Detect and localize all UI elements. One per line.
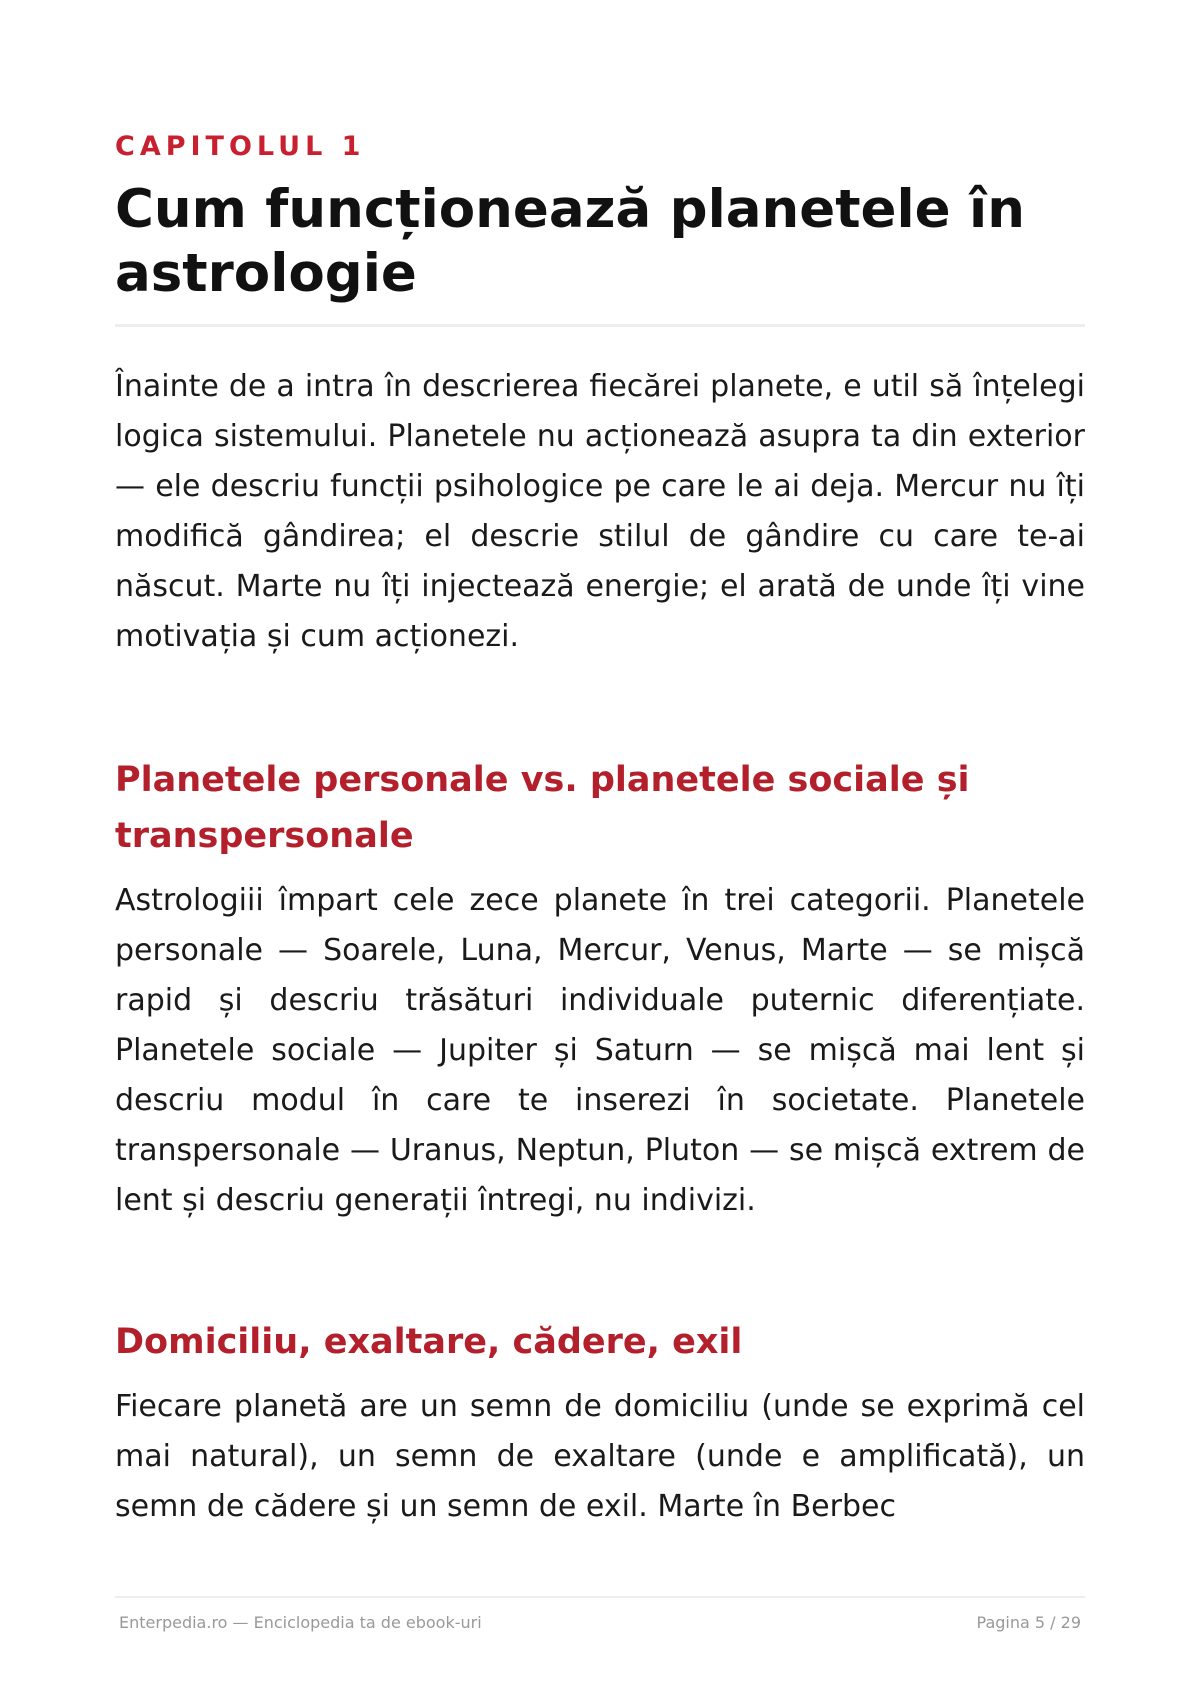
- chapter-label: CAPITOLUL 1: [115, 131, 366, 162]
- section-heading-planet-categories: Planetele personale vs. planetele sociale și transpersonale: [115, 760, 970, 856]
- footer-divider: [115, 1596, 1085, 1598]
- section-heading-dignities: Domiciliu, exaltare, cădere, exil: [115, 1322, 743, 1362]
- chapter-title: Cum funcționează planetele în astrologie: [115, 179, 1025, 304]
- section-paragraph-dignities: Fiecare planetă are un semn de domiciliu (unde se exprimă cel mai natural), un semn de exaltare (unde e amplificată), un semn de cădere și un semn de exil. Marte în Berbec: [115, 1389, 1085, 1524]
- intro-paragraph: Înainte de a intra în descrierea fiecărei planete, e util să înțelegi logica sistemului. Planetele nu acționează asupra ta din exterior — ele descriu funcții psihologice pe care le ai deja. Mercur nu îți modifică gândirea; el descrie stilul de gândire cu care te-ai născut. Marte nu îți injectează energie; el arată de unde îți vine motivația și cum acționezi.: [115, 369, 1085, 654]
- section-paragraph-planet-categories: Astrologiii împart cele zece planete în trei categorii. Planetele personale — Soarele, Luna, Mercur, Venus, Marte — se mișcă rapid și descriu trăsături individuale puternic diferențiate. Planetele sociale — Jupiter și Saturn — se mișcă mai lent și descriu modul în care te inserezi în societate. Planetele transpersonale — Uranus, Neptun, Pluton — se mișcă extrem de lent și descriu generații întregi, nu indivizi.: [115, 883, 1085, 1218]
- footer-page-number: Pagina 5 / 29: [976, 1613, 1081, 1632]
- document-page: [115, 0, 1085, 1683]
- footer-site-name: Enterpedia.ro — Enciclopedia ta de ebook-uri: [119, 1613, 482, 1632]
- title-divider: [115, 324, 1085, 327]
